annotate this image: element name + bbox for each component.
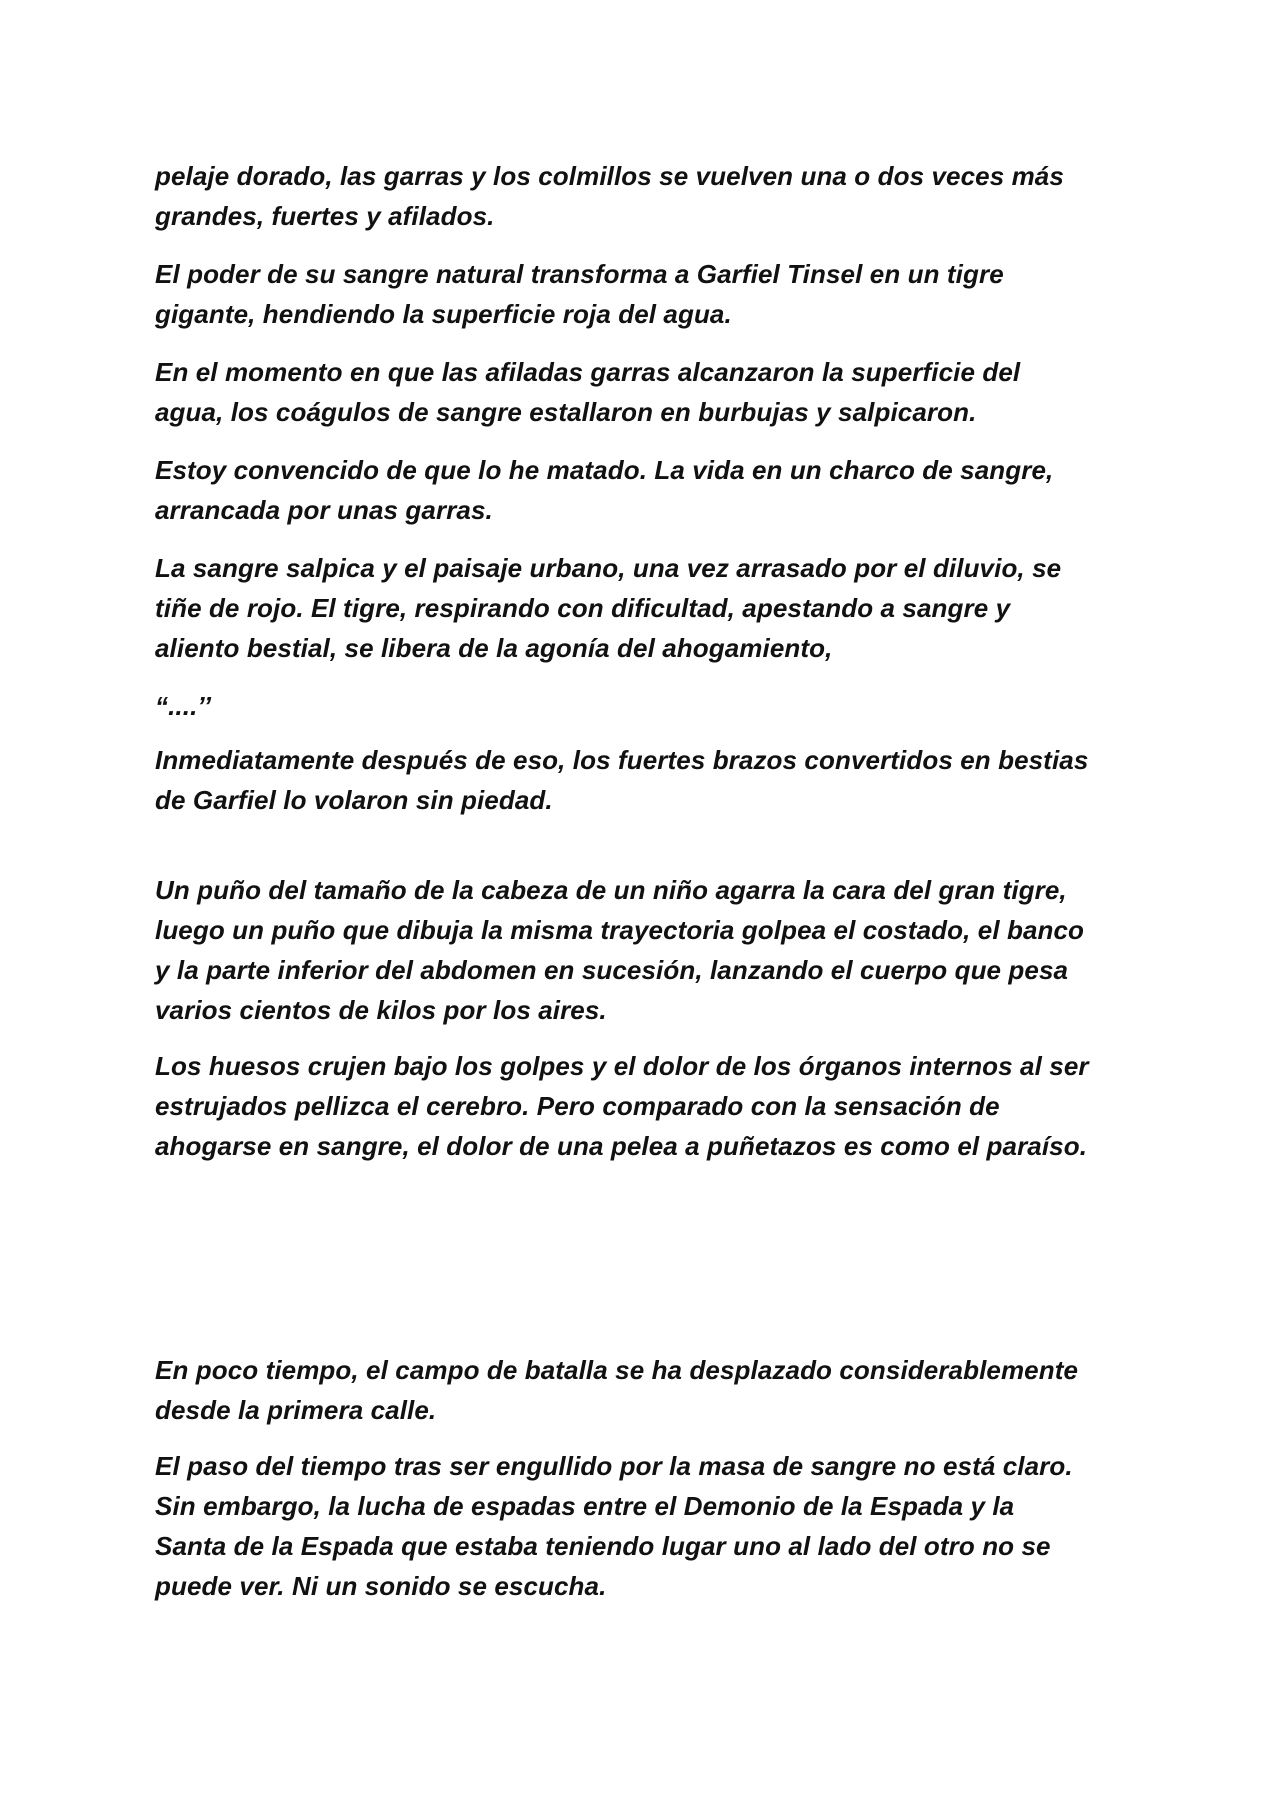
- paragraph-text: Un puño del tamaño de la cabeza de un niño agarra la cara del gran tigre, luego un puño que dibuja la misma trayectoria golpea el costado, el banco y la parte inferior del abdomen en sucesión, lanzando el cuerpo que pesa varios cientos de kilos por los aires.: [155, 875, 1085, 1025]
- paragraph-text: pelaje dorado, las garras y los colmillos se vuelven una o dos veces más grandes, fuertes y afilados.: [155, 161, 1064, 231]
- paragraph: [155, 1046, 1145, 1166]
- paragraph: [155, 686, 1145, 726]
- paragraph-text: Los huesos crujen bajo los golpes y el dolor de los órganos internos al ser estrujados pellizca el cerebro. Pero comparado con la sensación de ahogarse en sangre, el dolor de una pelea a puñetazos es como el paraíso.: [155, 1051, 1089, 1161]
- paragraph: [155, 740, 1145, 820]
- paragraph: [155, 352, 1145, 432]
- paragraph-text: El paso del tiempo tras ser engullido por la masa de sangre no está claro. Sin embargo, la lucha de espadas entre el Demonio de la Espada y la Santa de la Espada que estaba teniendo lugar uno al lado del otro no se puede ver. Ni un sonido se escucha.: [155, 1451, 1073, 1601]
- paragraph: [155, 1446, 1145, 1606]
- paragraph-text: Estoy convencido de que lo he matado. La vida en un charco de sangre, arrancada por unas garras.: [155, 455, 1054, 525]
- paragraph: [155, 548, 1145, 668]
- paragraph: [155, 1350, 1145, 1430]
- paragraph-text: En el momento en que las afiladas garras alcanzaron la superficie del agua, los coágulos de sangre estallaron en burbujas y salpicaron.: [155, 357, 1021, 427]
- paragraph: [155, 254, 1145, 334]
- paragraph-text: “....’’: [155, 691, 212, 721]
- paragraph-text: El poder de su sangre natural transforma a Garfiel Tinsel en un tigre gigante, hendiendo la superficie roja del agua.: [155, 259, 1004, 329]
- paragraph: [155, 870, 1145, 1030]
- paragraph: [155, 450, 1145, 530]
- paragraph-text: La sangre salpica y el paisaje urbano, una vez arrasado por el diluvio, se tiñe de rojo. El tigre, respirando con dificultad, apestando a sangre y aliento bestial, se libera de la agonía del ahogamiento,: [155, 553, 1062, 663]
- paragraph-text: En poco tiempo, el campo de batalla se ha desplazado considerablemente desde la primera calle.: [155, 1355, 1079, 1425]
- paragraph: [155, 156, 1145, 236]
- paragraph-text: Inmediatamente después de eso, los fuertes brazos convertidos en bestias de Garfiel lo volaron sin piedad.: [155, 745, 1089, 815]
